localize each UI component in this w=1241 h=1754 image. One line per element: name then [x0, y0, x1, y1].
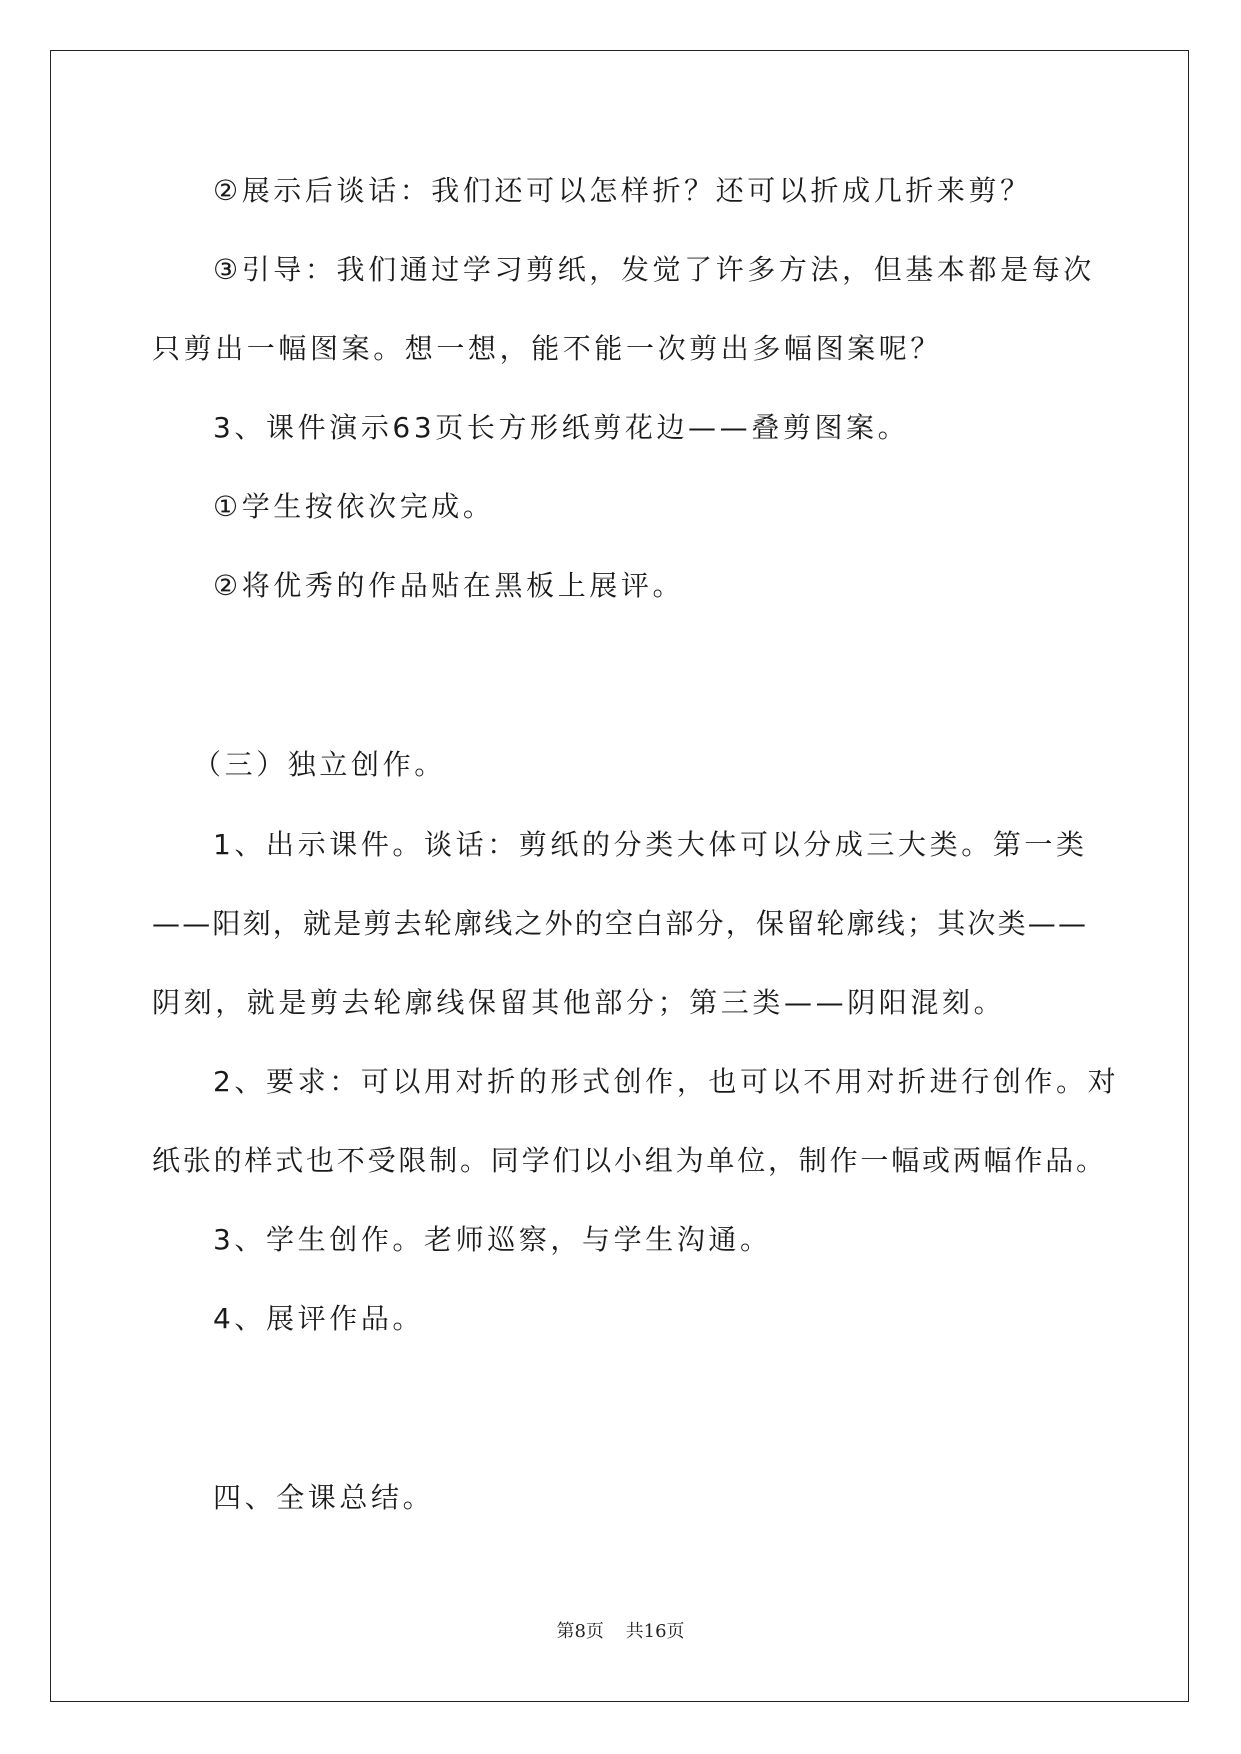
page-number-current: 第8页	[556, 1621, 604, 1642]
text-line-12: 纸张的样式也不受限制。同学们以小组为单位，制作一幅或两幅作品。	[152, 1144, 1107, 1177]
text-line-1: ②展示后谈话：我们还可以怎样折？还可以折成几折来剪？	[213, 174, 1032, 207]
page-border	[50, 50, 1189, 1702]
text-line-2: ③引导：我们通过学习剪纸，发觉了许多方法，但基本都是每次	[213, 253, 1095, 286]
text-line-14: 4、展评作品。	[213, 1302, 425, 1335]
text-line-4: 3、课件演示63页长方形纸剪花边——叠剪图案。	[213, 411, 910, 444]
text-line-10: 阴刻，就是剪去轮廓线保留其他部分；第三类——阴阳混刻。	[152, 986, 1006, 1019]
text-line-6: ②将优秀的作品贴在黑板上展评。	[213, 569, 685, 602]
page-footer	[0, 1620, 1241, 1644]
text-line-8: 1、出示课件。谈话：剪纸的分类大体可以分成三大类。第一类	[213, 828, 1088, 861]
section-heading-4: 四、全课总结。	[213, 1481, 435, 1514]
text-line-9: ——阳刻，就是剪去轮廓线之外的空白部分，保留轮廓线；其次类——	[152, 907, 1089, 940]
section-heading-3: （三）独立创作。	[193, 748, 446, 781]
page-number-total: 共16页	[625, 1621, 685, 1642]
text-line-11: 2、要求：可以用对折的形式创作，也可以不用对折进行创作。对	[213, 1065, 1120, 1098]
text-line-13: 3、学生创作。老师巡察，与学生沟通。	[213, 1223, 772, 1256]
text-line-3: 只剪出一幅图案。想一想，能不能一次剪出多幅图案呢？	[152, 332, 943, 365]
text-line-5: ①学生按依次完成。	[213, 490, 495, 523]
